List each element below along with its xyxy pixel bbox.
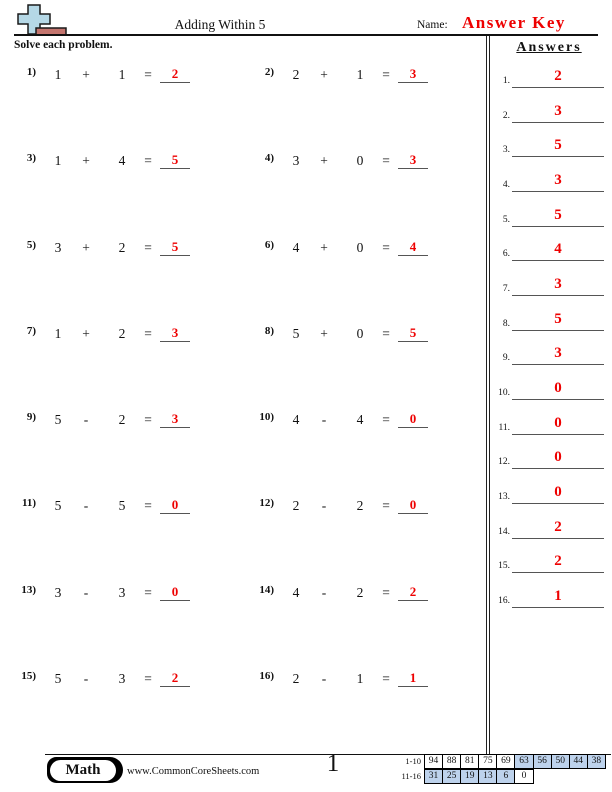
- answer-list-item: [494, 588, 604, 608]
- answer-value: 0: [409, 497, 417, 513]
- answer-list-item: [494, 519, 604, 539]
- equals-sign: =: [144, 239, 152, 255]
- score-cell: 88: [443, 755, 461, 768]
- answer-blank: [160, 410, 190, 428]
- subject-badge: [47, 757, 123, 783]
- answer-value: 2: [171, 66, 179, 81]
- website-text: www.CommonCoreSheets.com: [127, 766, 260, 777]
- answer-item-number: 1.: [502, 76, 510, 86]
- score-cell: 38: [588, 755, 605, 768]
- problem-number: 1): [26, 66, 36, 78]
- problem-row: [14, 581, 252, 601]
- answer-item-value: 2: [554, 68, 562, 84]
- operand-b: 1: [118, 67, 126, 82]
- problem-number: 16): [259, 670, 274, 683]
- answer-item-number: 14.: [498, 526, 510, 537]
- answer-value: 5: [409, 324, 417, 340]
- answer-item-number: 9.: [502, 353, 510, 364]
- answer-item-blank: [512, 587, 604, 608]
- answer-blank: [398, 669, 428, 687]
- operand-b: 0: [356, 325, 364, 341]
- equals-sign: =: [382, 153, 390, 169]
- answer-blank: [160, 324, 190, 342]
- answer-item-value: 3: [554, 276, 562, 293]
- operand-b: 5: [118, 498, 126, 514]
- answer-item-value: 3: [554, 345, 562, 362]
- answer-item-value: 3: [554, 102, 562, 119]
- answers-panel-title: Answers: [516, 40, 582, 55]
- answer-item-blank: [512, 171, 604, 192]
- answer-blank: [160, 583, 190, 601]
- operand-b: 2: [356, 584, 364, 600]
- score-row: [424, 754, 606, 769]
- problem-number: 5): [26, 238, 36, 251]
- operator: +: [320, 67, 328, 82]
- score-cell: 44: [570, 755, 588, 768]
- answer-item-blank: [512, 414, 604, 435]
- answer-item-number: 6.: [502, 249, 510, 260]
- answer-item-blank: [512, 379, 604, 400]
- score-cell: 81: [461, 755, 479, 768]
- answer-item-blank: [512, 136, 604, 157]
- equals-sign: =: [144, 584, 152, 600]
- operand-a: 5: [54, 671, 62, 687]
- answer-item-blank: [512, 448, 604, 469]
- answer-item-number: 11.: [498, 422, 510, 433]
- answer-item-value: 2: [554, 518, 562, 535]
- answer-item-value: 2: [554, 553, 562, 570]
- equals-sign: =: [382, 67, 390, 82]
- score-cell: 13: [479, 770, 497, 783]
- subject-badge-label: Math: [65, 761, 101, 778]
- operator: +: [82, 325, 90, 341]
- problem-number: 12): [259, 497, 274, 510]
- operand-b: 1: [356, 671, 364, 687]
- answer-item-blank: [512, 344, 604, 365]
- answer-item-number: 4.: [502, 180, 510, 190]
- answer-value: 3: [409, 66, 417, 81]
- answer-item-blank: [512, 67, 604, 88]
- equals-sign: =: [382, 239, 390, 255]
- answer-list-item: [494, 449, 604, 469]
- problem-row: [14, 667, 252, 687]
- operand-a: 5: [54, 498, 62, 514]
- answer-item-number: 2.: [502, 110, 510, 121]
- answer-value: 3: [171, 411, 179, 427]
- operator: -: [321, 498, 327, 514]
- answer-item-blank: [512, 102, 604, 123]
- score-cell: 56: [534, 755, 552, 768]
- operator: +: [82, 67, 90, 82]
- operand-a: 2: [292, 498, 300, 514]
- page-number: 1: [326, 750, 340, 777]
- operand-a: 4: [292, 412, 300, 428]
- operator: -: [83, 671, 89, 687]
- answer-blank: [398, 583, 428, 601]
- operand-b: 2: [118, 412, 126, 428]
- equals-sign: =: [144, 325, 152, 341]
- equals-sign: =: [144, 671, 152, 687]
- problem-row: [252, 149, 472, 169]
- operand-a: 3: [54, 584, 62, 600]
- answer-item-number: 8.: [502, 318, 510, 329]
- answer-item-number: 5.: [502, 214, 510, 225]
- answer-item-blank: [512, 518, 604, 539]
- operand-b: 2: [118, 239, 126, 255]
- answer-list-item: [494, 137, 604, 157]
- answer-item-value: 0: [554, 484, 562, 501]
- instruction-text: Solve each problem.: [14, 39, 113, 51]
- answer-blank: [160, 669, 190, 687]
- score-cell: 0: [515, 770, 532, 783]
- answer-item-number: 3.: [502, 145, 510, 156]
- operand-a: 1: [54, 325, 62, 341]
- answer-item-value: 5: [554, 310, 562, 327]
- score-cell: 63: [515, 755, 533, 768]
- operand-a: 2: [292, 67, 300, 82]
- name-label: Name:: [417, 19, 448, 31]
- answer-item-number: 12.: [498, 457, 510, 468]
- operand-b: 1: [356, 67, 364, 82]
- operand-a: 3: [54, 239, 62, 255]
- operand-b: 0: [356, 153, 364, 169]
- answer-item-value: 0: [554, 414, 562, 431]
- operator: -: [321, 671, 327, 687]
- problem-row: [252, 667, 472, 687]
- equals-sign: =: [144, 412, 152, 428]
- answer-item-blank: [512, 275, 604, 296]
- problem-number: 2): [264, 66, 274, 78]
- operand-a: 4: [292, 239, 300, 255]
- answer-list-item: [494, 553, 604, 573]
- problem-row: [252, 236, 472, 256]
- equals-sign: =: [382, 412, 390, 428]
- problem-number: 7): [26, 324, 36, 337]
- operator: -: [83, 584, 89, 600]
- problem-row: [14, 408, 252, 428]
- answer-blank: [398, 496, 428, 514]
- answer-item-number: 16.: [498, 596, 510, 607]
- equals-sign: =: [144, 498, 152, 514]
- answer-value: 0: [409, 411, 417, 427]
- operand-b: 3: [118, 671, 126, 687]
- answer-list-item: [494, 172, 604, 192]
- answer-item-number: 15.: [498, 561, 510, 572]
- problem-number: 11): [21, 497, 36, 510]
- operand-a: 5: [54, 412, 62, 428]
- operand-b: 4: [356, 412, 364, 428]
- score-cell: 19: [461, 770, 479, 783]
- score-cell: 75: [479, 755, 497, 768]
- score-cell: 31: [425, 770, 443, 783]
- score-cell: 94: [425, 755, 443, 768]
- answer-item-number: 13.: [498, 492, 510, 503]
- answer-value: 3: [171, 324, 179, 340]
- equals-sign: =: [144, 67, 152, 82]
- answer-list-item: [494, 68, 604, 88]
- worksheet-title: Adding Within 5: [174, 17, 266, 32]
- score-cell: 50: [552, 755, 570, 768]
- problem-number: 4): [264, 152, 274, 165]
- operand-b: 4: [118, 153, 126, 169]
- sidebar-separator: [486, 36, 490, 754]
- answer-item-value: 5: [554, 206, 562, 223]
- score-range-label: 11-16: [401, 770, 421, 781]
- score-cell: 6: [497, 770, 515, 783]
- problem-number: 15): [21, 670, 36, 683]
- answer-item-value: 1: [554, 588, 562, 605]
- answer-blank: [398, 65, 428, 83]
- answer-list-item: [494, 207, 604, 227]
- answer-list-item: [494, 380, 604, 400]
- answer-blank: [398, 410, 428, 428]
- equals-sign: =: [382, 584, 390, 600]
- answer-item-blank: [512, 483, 604, 504]
- answer-list-item: [494, 103, 604, 123]
- answer-item-number: 7.: [502, 284, 510, 295]
- operator: -: [321, 412, 327, 428]
- problem-number: 9): [26, 411, 36, 424]
- answer-item-blank: [512, 206, 604, 227]
- answer-key-label: Answer Key: [462, 13, 566, 32]
- answer-value: 4: [409, 238, 417, 254]
- answer-value: 1: [409, 670, 417, 686]
- problem-row: [14, 63, 252, 83]
- operator: -: [83, 412, 89, 428]
- operand-b: 0: [356, 239, 364, 255]
- problem-row: [14, 149, 252, 169]
- equals-sign: =: [382, 671, 390, 687]
- operator: +: [320, 153, 328, 169]
- answer-value: 3: [409, 152, 417, 168]
- operator: +: [82, 153, 90, 169]
- operand-a: 4: [292, 584, 300, 600]
- answer-list-item: [494, 311, 604, 331]
- answer-list-item: [494, 484, 604, 504]
- equals-sign: =: [144, 153, 152, 169]
- score-range-label: 1-10: [405, 756, 421, 766]
- operator: -: [83, 498, 89, 514]
- equals-sign: =: [382, 498, 390, 514]
- answer-blank: [398, 324, 428, 342]
- answer-item-value: 0: [554, 380, 562, 397]
- score-cell: 69: [497, 755, 515, 768]
- answer-value: 5: [171, 238, 179, 254]
- operand-a: 2: [292, 671, 300, 687]
- operator: +: [320, 325, 328, 341]
- operand-a: 5: [292, 325, 300, 341]
- answer-list-item: [494, 276, 604, 296]
- answer-item-number: 10.: [498, 388, 510, 399]
- operand-b: 2: [118, 325, 126, 341]
- answer-item-value: 0: [554, 449, 562, 466]
- answer-blank: [160, 496, 190, 514]
- answer-blank: [398, 238, 428, 256]
- answer-blank: [398, 151, 428, 169]
- score-cell: 25: [443, 770, 461, 783]
- problem-row: [14, 322, 252, 342]
- problem-row: [252, 581, 472, 601]
- operator: +: [320, 239, 328, 255]
- problem-row: [252, 63, 472, 83]
- answer-item-blank: [512, 240, 604, 261]
- problem-row: [252, 408, 472, 428]
- answer-item-blank: [512, 310, 604, 331]
- equals-sign: =: [382, 325, 390, 341]
- problem-number: 3): [26, 152, 36, 165]
- problem-row: [14, 494, 252, 514]
- answer-list-item: [494, 241, 604, 261]
- plus-minus-logo: [14, 3, 84, 37]
- operand-a: 1: [54, 153, 62, 169]
- operator: -: [321, 584, 327, 600]
- answer-item-value: 4: [554, 241, 562, 258]
- answer-list-item: [494, 415, 604, 435]
- answer-value: 5: [171, 152, 179, 168]
- operand-b: 3: [118, 584, 126, 600]
- answer-value: 0: [171, 497, 179, 513]
- answer-item-blank: [512, 552, 604, 573]
- answer-item-value: 5: [554, 137, 562, 154]
- problem-number: 10): [259, 411, 274, 424]
- problems-grid: [14, 63, 474, 753]
- operand-a: 3: [292, 153, 300, 169]
- subject-badge-inner: [50, 760, 116, 781]
- answer-value: 2: [409, 583, 417, 599]
- problem-row: [252, 322, 472, 342]
- score-row: [424, 769, 534, 784]
- answer-value: 2: [171, 670, 179, 686]
- problem-row: [14, 236, 252, 256]
- problem-number: 13): [21, 583, 36, 596]
- answer-blank: [160, 151, 190, 169]
- problem-number: 8): [264, 324, 274, 337]
- problem-row: [252, 494, 472, 514]
- header-rule: [14, 34, 598, 36]
- answer-blank: [160, 65, 190, 83]
- answer-value: 0: [171, 583, 179, 599]
- operator: +: [82, 239, 90, 255]
- answer-list-item: [494, 345, 604, 365]
- answer-item-value: 3: [554, 172, 562, 188]
- operand-b: 2: [356, 498, 364, 514]
- problem-number: 6): [264, 238, 274, 251]
- answer-blank: [160, 238, 190, 256]
- operand-a: 1: [54, 67, 62, 82]
- problem-number: 14): [259, 583, 274, 596]
